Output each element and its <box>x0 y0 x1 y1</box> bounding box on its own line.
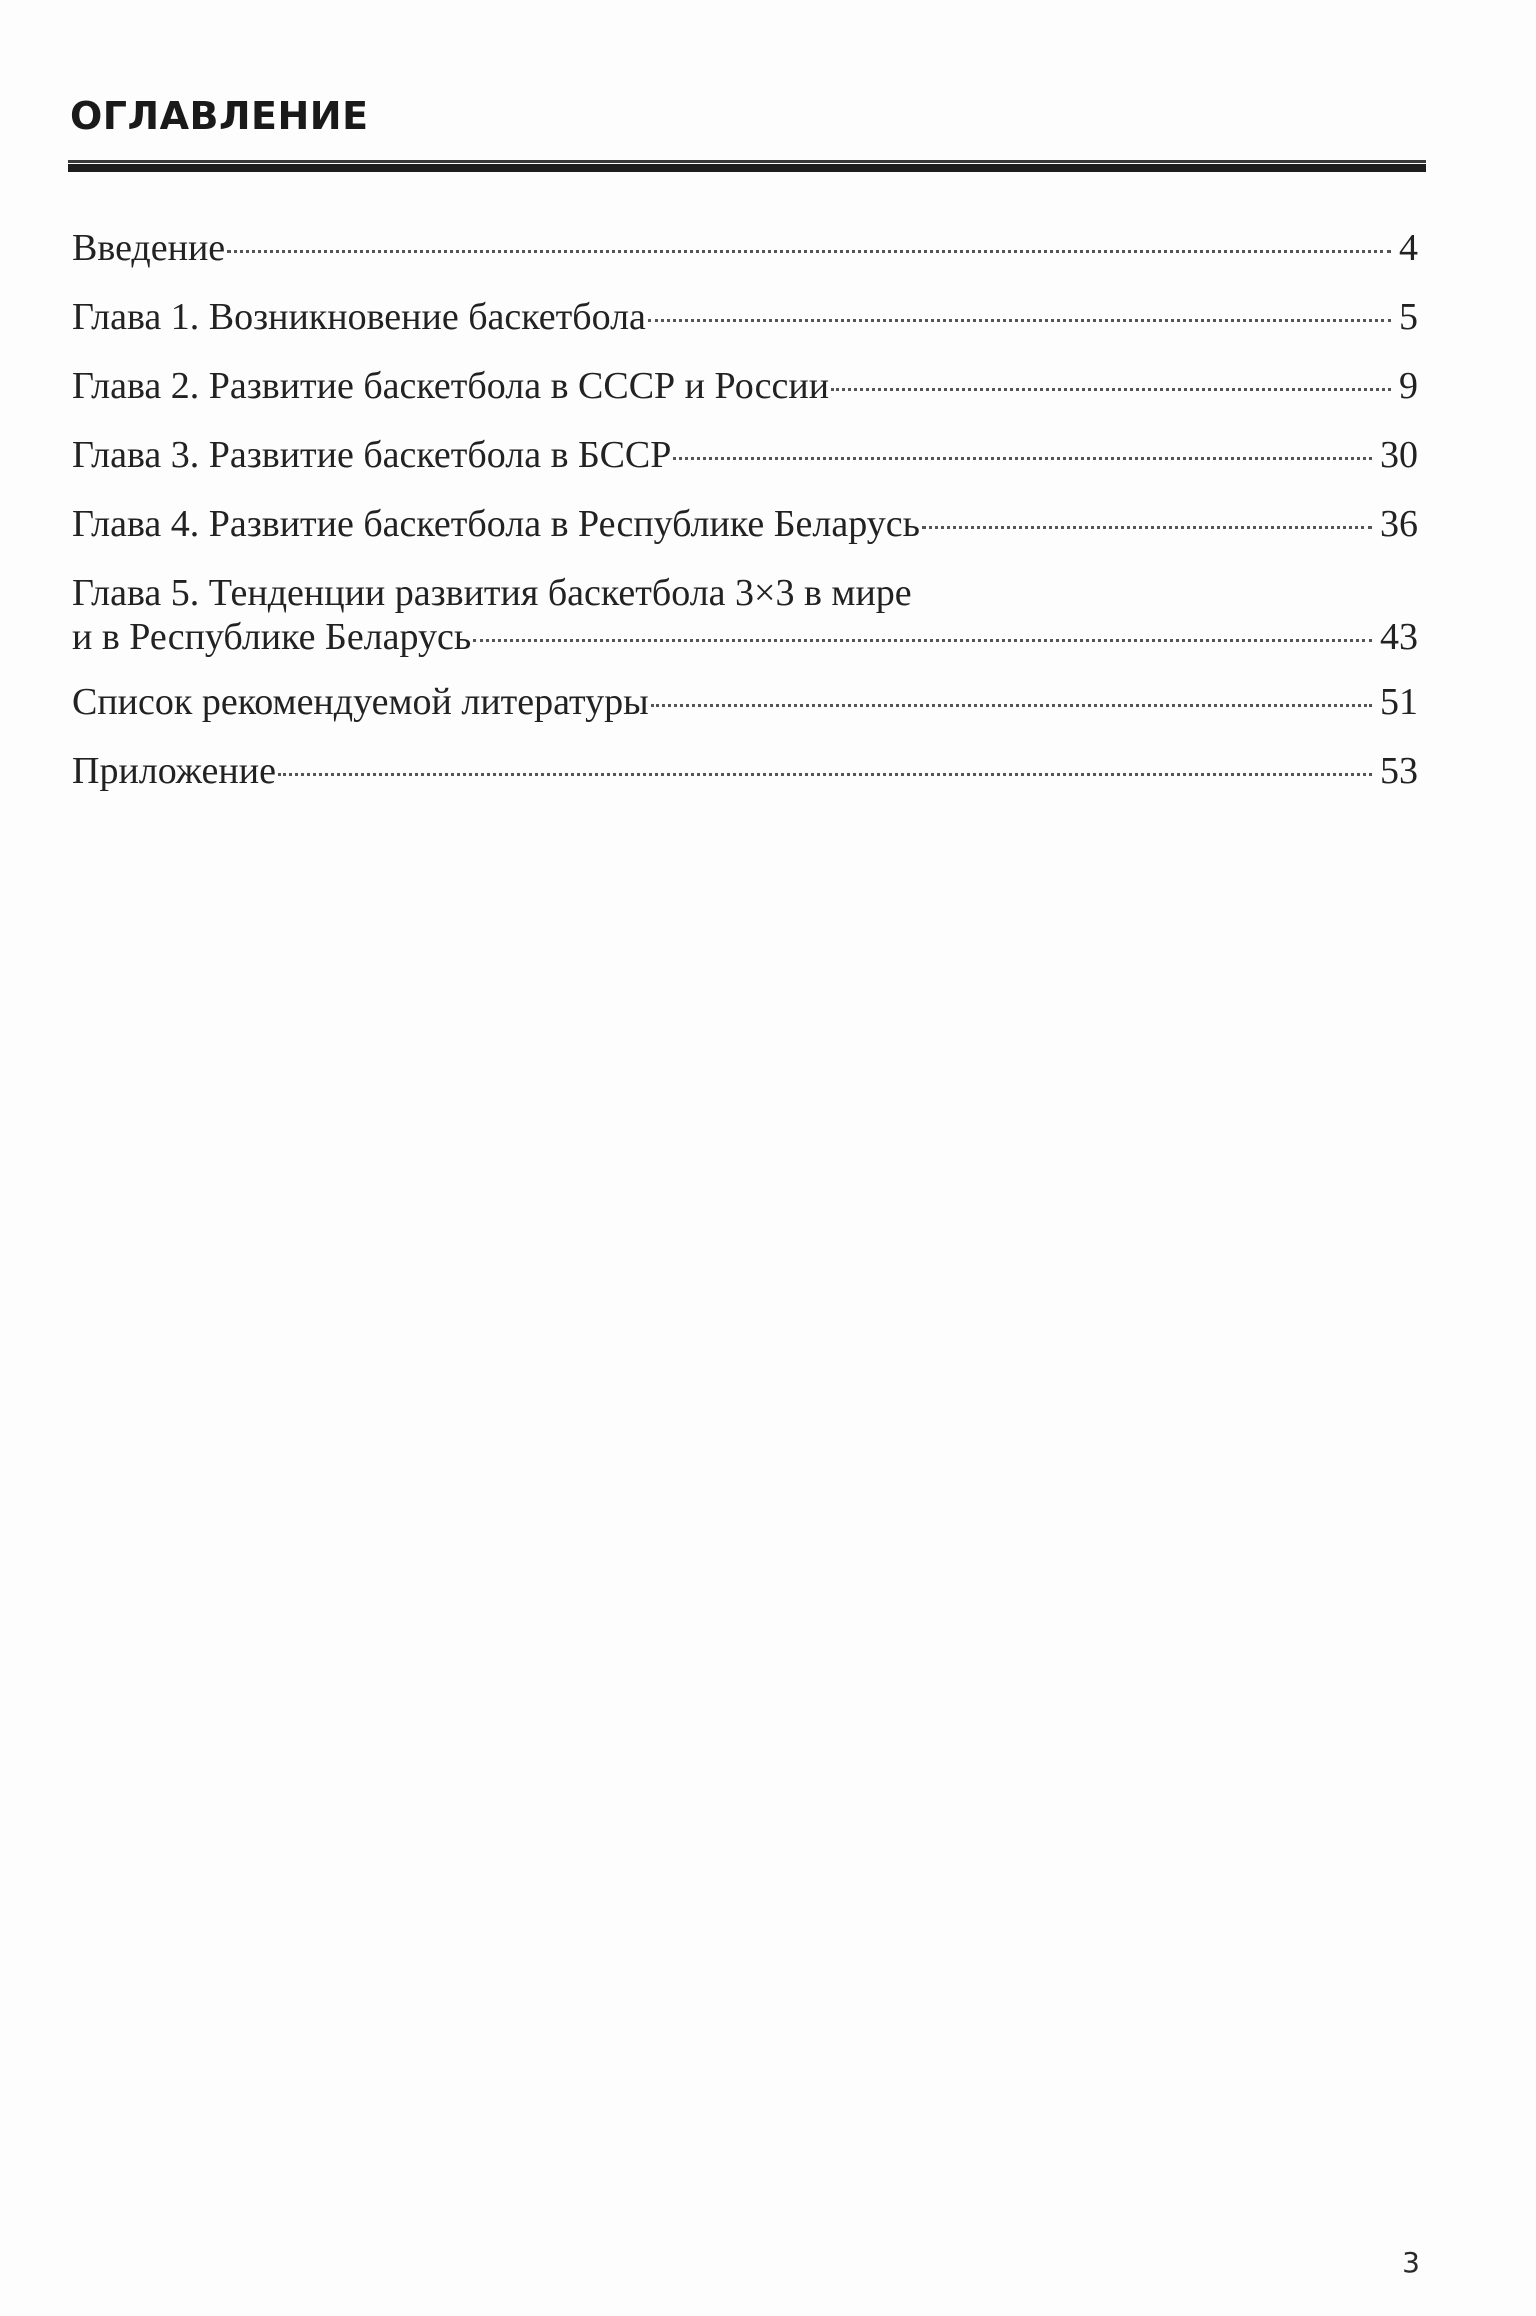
toc-entry-title: Глава 2. Развитие баскетбола в СССР и России <box>72 365 830 407</box>
toc-entry-title-line2: и в Республике Беларусь <box>72 616 472 658</box>
toc-entry-page: 43 <box>1380 616 1418 658</box>
toc-entry-references[interactable] <box>72 680 1418 724</box>
heading-underline-thin <box>68 160 1426 163</box>
toc-dot-leader <box>673 457 1372 460</box>
toc-entry-page: 9 <box>1399 365 1418 407</box>
toc-entry-introduction[interactable] <box>72 226 1418 270</box>
toc-entry-page: 51 <box>1380 681 1418 723</box>
toc-entry-chapter-5[interactable] <box>72 571 1418 659</box>
toc-entry-title: Глава 1. Возникновение баскетбола <box>72 296 646 338</box>
page-title: ОГЛАВЛЕНИЕ <box>70 94 369 138</box>
heading-underline-thick <box>68 164 1426 172</box>
toc-entry-title: Список рекомендуемой литературы <box>72 681 649 723</box>
toc-dot-leader <box>648 319 1391 322</box>
toc-entry-page: 36 <box>1380 503 1418 545</box>
toc-entry-title: Введение <box>72 227 226 269</box>
toc-entry-page: 30 <box>1380 434 1418 476</box>
toc-dot-leader <box>473 639 1372 642</box>
toc-entry-chapter-1[interactable] <box>72 295 1418 339</box>
toc-dot-leader <box>831 388 1391 391</box>
toc-dot-leader <box>278 773 1372 776</box>
toc-entry-chapter-3[interactable] <box>72 433 1418 477</box>
toc-entry-page: 4 <box>1399 227 1418 269</box>
toc-entry-chapter-2[interactable] <box>72 364 1418 408</box>
toc-entry-chapter-4[interactable] <box>72 502 1418 546</box>
toc-entry-title: Приложение <box>72 750 276 792</box>
toc-entry-page: 53 <box>1380 750 1418 792</box>
toc-entry-title-line1: Глава 5. Тенденции развития баскетбола 3×3 в мире <box>72 572 912 614</box>
toc-entry-page: 5 <box>1399 296 1418 338</box>
toc-entry-title: Глава 4. Развитие баскетбола в Республике Беларусь <box>72 503 920 545</box>
page-number: 3 <box>1402 2246 1420 2279</box>
toc-dot-leader <box>227 250 1391 253</box>
toc-entry-appendix[interactable] <box>72 749 1418 793</box>
toc-entry-title: Глава 3. Развитие баскетбола в БССР <box>72 434 672 476</box>
toc-dot-leader <box>922 526 1372 529</box>
toc-dot-leader <box>651 704 1372 707</box>
table-of-contents <box>72 226 1418 818</box>
